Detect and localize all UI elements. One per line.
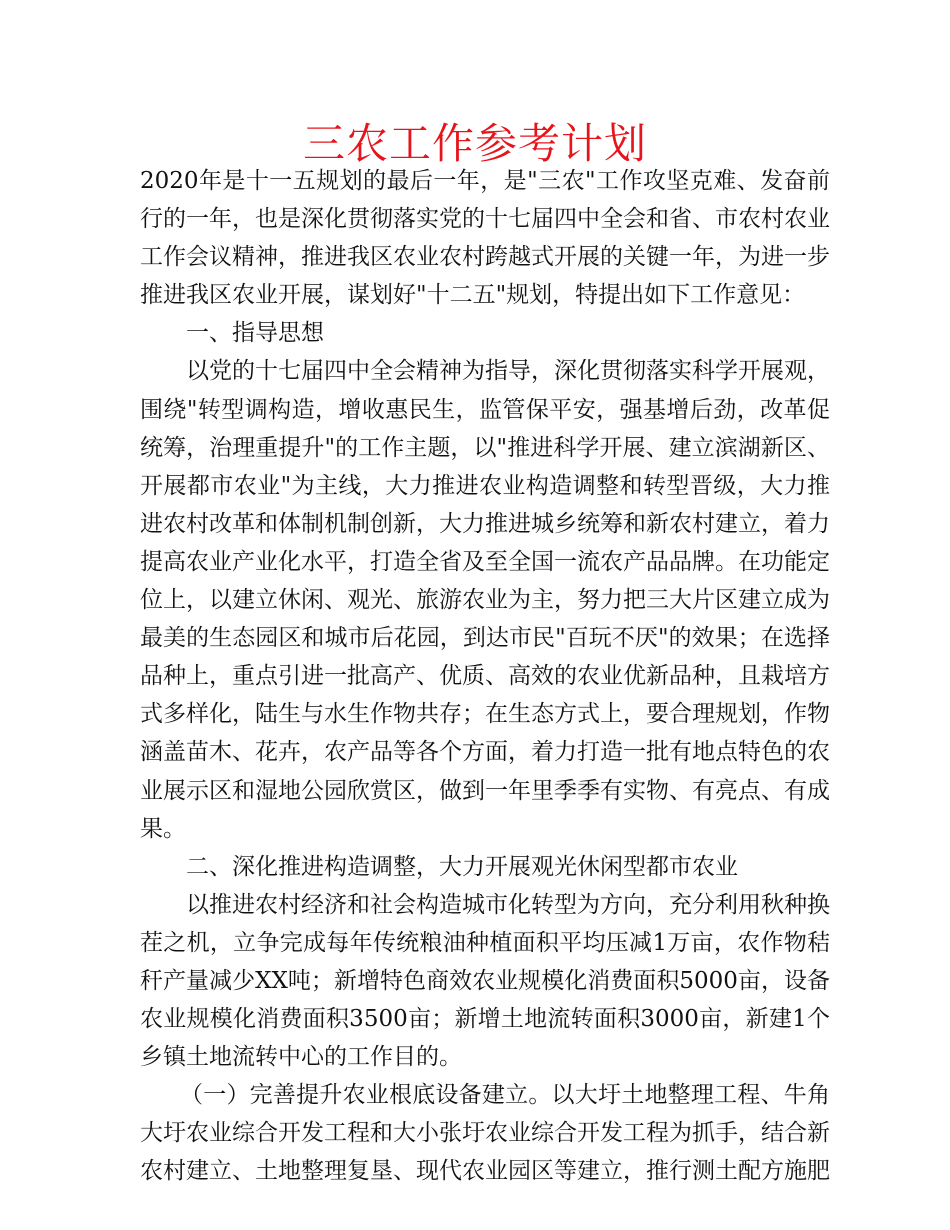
subsection-infrastructure-paragraph: （一）完善提升农业根底设备建立。以大圩土地整理工程、牛角大圩农业综合开发工程和大小张圩农业综合开发工程为抓手，结合新农村建立、土地整理复垦、现代农业园区等建立，推行测土配方施肥 [140, 1082, 830, 1185]
document-title: 三农工作参考计划 [302, 119, 647, 168]
section-heading-guiding-thought: 一、指导思想 [186, 320, 324, 347]
section-heading-structural-adjustment: 二、深化推进构造调整，大力开展观光休闲型都市农业 [186, 853, 738, 880]
structural-adjustment-paragraph: 以推进农村经济和社会构造城市化转型为方向，充分利用秋种换茬之机，立争完成每年传统粮油种植面积平均压减1万亩，农作物秸秆产量减少XX吨；新增特色商效农业规模化消费面积5000亩，设备农业规模化消费面积3500亩；新增土地流转面积3000亩，新建1个乡镇土地流转中心的工作目的。 [140, 891, 830, 1071]
intro-paragraph: 2020年是十一五规划的最后一年，是"三农"工作攻坚克难、发奋前行的一年，也是深化贯彻落实党的十七届四中全会和省、市农村农业工作会议精神，推进我区农业农村跨越式开展的关键一年，为进一步推进我区农业开展，谋划好"十二五"规划，特提出如下工作意见： [140, 168, 830, 309]
guiding-thought-paragraph: 以党的十七届四中全会精神为指导，深化贯彻落实科学开展观，围绕"转型调构造，增收惠民生，监管保平安，强基增后劲，改革促统筹，治理重提升"的工作主题，以"推进科学开展、建立滨湖新区、开展都市农业"为主线，大力推进农业构造调整和转型晋级，大力推进农村改革和体制机制创新，大力推进城乡统筹和新农村建立，着力提高农业产业化水平，打造全省及至全国一流农产品品牌。在功能定位上，以建立休闲、观光、旅游农业为主，努力把三大片区建立成为最美的生态园区和城市后花园，到达市民"百玩不厌"的效果；在选择品种上，重点引进一批高产、优质、高效的农业优新品种，且栽培方式多样化，陆生与水生作物共存；在生态方式上，要合理规划，作物涵盖苗木、花卉，农产品等各个方面，着力打造一批有地点特色的农业展示区和湿地公园欣赏区，做到一年里季季有实物、有亮点、有成果。 [140, 358, 830, 842]
document-body [140, 162, 830, 1191]
